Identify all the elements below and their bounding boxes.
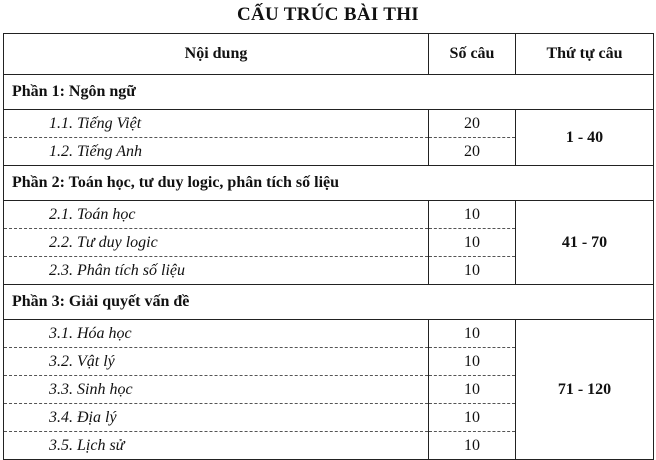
subject-count: 10	[429, 229, 516, 257]
part-title: Phần 3: Giải quyết vấn đề	[4, 285, 654, 320]
subject-count: 10	[429, 376, 516, 404]
subject-name: 2.3. Phân tích số liệu	[4, 257, 429, 285]
header-count: Số câu	[429, 34, 516, 75]
subject-name: 3.3. Sinh học	[4, 376, 429, 404]
table-row	[4, 201, 654, 229]
page-title: CẤU TRÚC BÀI THI	[237, 4, 419, 25]
table-header-row	[4, 34, 654, 75]
subject-count: 10	[429, 348, 516, 376]
part-row	[4, 75, 654, 110]
subject-count: 10	[429, 201, 516, 229]
part-row	[4, 166, 654, 201]
subject-count: 10	[429, 257, 516, 285]
part-title: Phần 1: Ngôn ngữ	[4, 75, 654, 110]
subject-name: 3.5. Lịch sử	[4, 432, 429, 460]
subject-count: 20	[429, 110, 516, 138]
part-row	[4, 285, 654, 320]
header-order: Thứ tự câu	[516, 34, 654, 75]
subject-count: 20	[429, 138, 516, 166]
subject-name: 3.4. Địa lý	[4, 404, 429, 432]
part-title: Phần 2: Toán học, tư duy logic, phân tích số liệu	[4, 166, 654, 201]
question-order: 1 - 40	[516, 110, 654, 166]
subject-name: 3.1. Hóa học	[4, 320, 429, 348]
subject-name: 1.1. Tiếng Việt	[4, 110, 429, 138]
subject-count: 10	[429, 432, 516, 460]
subject-count: 10	[429, 404, 516, 432]
question-order: 41 - 70	[516, 201, 654, 285]
subject-name: 2.1. Toán học	[4, 201, 429, 229]
table-row	[4, 110, 654, 138]
question-order: 71 - 120	[516, 320, 654, 460]
table-row	[4, 320, 654, 348]
subject-name: 2.2. Tư duy logic	[4, 229, 429, 257]
subject-count: 10	[429, 320, 516, 348]
subject-name: 3.2. Vật lý	[4, 348, 429, 376]
header-content: Nội dung	[4, 34, 429, 75]
exam-structure-table	[3, 33, 654, 460]
subject-name: 1.2. Tiếng Anh	[4, 138, 429, 166]
